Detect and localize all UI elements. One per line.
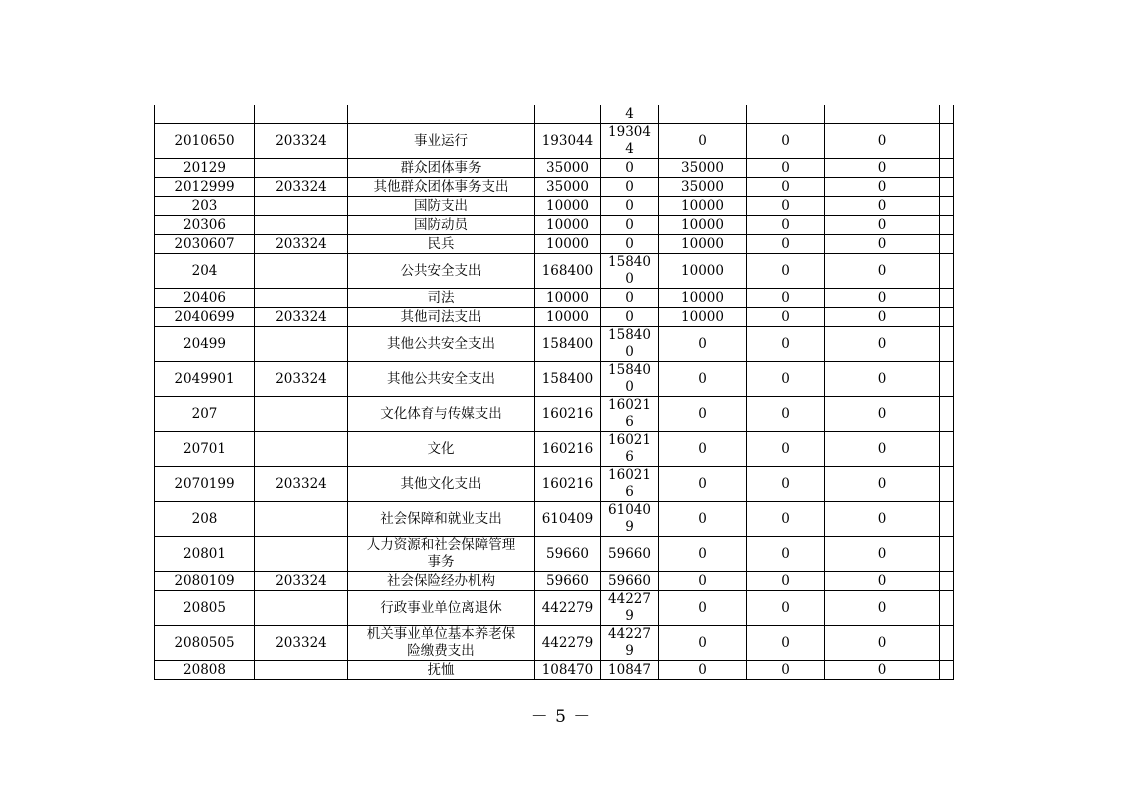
page-number: － 5 － [530, 707, 592, 727]
cell-total: 160216 [535, 467, 601, 502]
cell-col-8: 0 [825, 216, 940, 235]
cell-subject-name: 国防支出 [348, 197, 535, 216]
cell-basic-expense: 59660 [601, 537, 659, 572]
cell-dept-code: 203324 [255, 467, 348, 502]
cell-dept-code: 203324 [255, 626, 348, 661]
cell-basic-expense: 0 [601, 216, 659, 235]
cell-col-9 [940, 537, 954, 572]
cell-dept-code: 203324 [255, 178, 348, 197]
cell-dept-code [255, 197, 348, 216]
cell-col-9 [940, 362, 954, 397]
cell-subject-name: 社会保障和就业支出 [348, 502, 535, 537]
cell-project-expense [659, 105, 747, 124]
cell-col-8: 0 [825, 537, 940, 572]
cell-total: 59660 [535, 572, 601, 591]
cell-dept-code [255, 159, 348, 178]
cell-subject-name: 机关事业单位基本养老保 险缴费支出 [348, 626, 535, 661]
cell-total: 10000 [535, 308, 601, 327]
cell-col-8: 0 [825, 254, 940, 289]
cell-total [535, 105, 601, 124]
cell-col-8 [825, 105, 940, 124]
cell-subject-name: 事业运行 [348, 124, 535, 159]
cell-col-8: 0 [825, 502, 940, 537]
cell-project-expense: 10000 [659, 216, 747, 235]
cell-project-expense: 35000 [659, 159, 747, 178]
cell-dept-code [255, 661, 348, 680]
cell-col-7: 0 [747, 467, 825, 502]
cell-subject-name: 国防动员 [348, 216, 535, 235]
cell-col-8: 0 [825, 362, 940, 397]
cell-project-expense: 10000 [659, 197, 747, 216]
cell-subject-code: 204 [155, 254, 255, 289]
cell-dept-code [255, 105, 348, 124]
cell-project-expense: 0 [659, 572, 747, 591]
cell-col-9 [940, 626, 954, 661]
cell-dept-code: 203324 [255, 362, 348, 397]
cell-col-7: 0 [747, 216, 825, 235]
cell-col-8: 0 [825, 124, 940, 159]
cell-col-9 [940, 308, 954, 327]
cell-total: 160216 [535, 397, 601, 432]
table-row [155, 178, 954, 197]
cell-col-8: 0 [825, 308, 940, 327]
cell-total: 10000 [535, 197, 601, 216]
cell-col-7: 0 [747, 362, 825, 397]
cell-dept-code [255, 216, 348, 235]
cell-col-7: 0 [747, 197, 825, 216]
cell-col-8: 0 [825, 327, 940, 362]
cell-basic-expense: 0 [601, 289, 659, 308]
cell-subject-code: 20499 [155, 327, 255, 362]
cell-subject-name: 群众团体事务 [348, 159, 535, 178]
cell-col-8: 0 [825, 178, 940, 197]
cell-col-7: 0 [747, 308, 825, 327]
cell-total: 193044 [535, 124, 601, 159]
cell-basic-expense: 0 [601, 235, 659, 254]
cell-basic-expense: 15840 0 [601, 254, 659, 289]
cell-subject-code: 2040699 [155, 308, 255, 327]
cell-basic-expense: 15840 0 [601, 362, 659, 397]
cell-dept-code [255, 502, 348, 537]
cell-subject-name: 其他公共安全支出 [348, 362, 535, 397]
cell-subject-code [155, 105, 255, 124]
table-row [155, 432, 954, 467]
cell-subject-name: 行政事业单位离退休 [348, 591, 535, 626]
cell-subject-code: 20701 [155, 432, 255, 467]
cell-basic-expense: 0 [601, 197, 659, 216]
cell-col-8: 0 [825, 591, 940, 626]
table-row [155, 502, 954, 537]
cell-subject-name: 司法 [348, 289, 535, 308]
cell-project-expense: 0 [659, 626, 747, 661]
cell-project-expense: 0 [659, 362, 747, 397]
cell-project-expense: 0 [659, 502, 747, 537]
cell-total: 35000 [535, 159, 601, 178]
cell-project-expense: 0 [659, 432, 747, 467]
cell-dept-code: 203324 [255, 308, 348, 327]
table-row [155, 572, 954, 591]
cell-subject-code: 20808 [155, 661, 255, 680]
table-row [155, 467, 954, 502]
cell-project-expense: 0 [659, 397, 747, 432]
cell-basic-expense: 0 [601, 159, 659, 178]
cell-project-expense: 0 [659, 467, 747, 502]
cell-col-9 [940, 159, 954, 178]
table-row [155, 362, 954, 397]
cell-col-9 [940, 289, 954, 308]
cell-subject-code: 2080505 [155, 626, 255, 661]
cell-dept-code: 203324 [255, 124, 348, 159]
cell-col-9 [940, 216, 954, 235]
cell-project-expense: 35000 [659, 178, 747, 197]
budget-table [154, 105, 954, 680]
cell-dept-code [255, 537, 348, 572]
cell-col-8: 0 [825, 289, 940, 308]
cell-col-8: 0 [825, 159, 940, 178]
cell-dept-code [255, 397, 348, 432]
cell-subject-code: 20306 [155, 216, 255, 235]
table-row [155, 197, 954, 216]
cell-basic-expense: 16021 6 [601, 467, 659, 502]
cell-basic-expense: 19304 4 [601, 124, 659, 159]
table-row [155, 626, 954, 661]
table-row [155, 105, 954, 124]
cell-col-8: 0 [825, 467, 940, 502]
cell-basic-expense: 44227 9 [601, 626, 659, 661]
cell-total: 442279 [535, 626, 601, 661]
cell-project-expense: 0 [659, 327, 747, 362]
cell-subject-code: 2010650 [155, 124, 255, 159]
cell-dept-code [255, 432, 348, 467]
cell-total: 168400 [535, 254, 601, 289]
table-row [155, 235, 954, 254]
cell-col-9 [940, 327, 954, 362]
cell-dept-code [255, 289, 348, 308]
cell-subject-code: 2080109 [155, 572, 255, 591]
cell-col-7: 0 [747, 591, 825, 626]
cell-col-7: 0 [747, 626, 825, 661]
cell-dept-code: 203324 [255, 235, 348, 254]
cell-project-expense: 10000 [659, 289, 747, 308]
cell-col-9 [940, 661, 954, 680]
cell-col-7: 0 [747, 159, 825, 178]
cell-subject-name: 文化体育与传媒支出 [348, 397, 535, 432]
cell-col-9 [940, 432, 954, 467]
cell-basic-expense: 4 [601, 105, 659, 124]
cell-subject-name: 人力资源和社会保障管理 事务 [348, 537, 535, 572]
table-row [155, 289, 954, 308]
cell-dept-code [255, 591, 348, 626]
table-row [155, 254, 954, 289]
cell-basic-expense: 0 [601, 308, 659, 327]
cell-total: 158400 [535, 327, 601, 362]
cell-dept-code [255, 254, 348, 289]
cell-col-7: 0 [747, 397, 825, 432]
cell-col-8: 0 [825, 626, 940, 661]
cell-col-7: 0 [747, 235, 825, 254]
cell-total: 108470 [535, 661, 601, 680]
cell-col-8: 0 [825, 197, 940, 216]
cell-subject-code: 20805 [155, 591, 255, 626]
cell-col-7: 0 [747, 289, 825, 308]
cell-basic-expense: 59660 [601, 572, 659, 591]
cell-subject-code: 207 [155, 397, 255, 432]
cell-col-9 [940, 254, 954, 289]
cell-col-8: 0 [825, 661, 940, 680]
cell-dept-code [255, 327, 348, 362]
cell-project-expense: 10000 [659, 235, 747, 254]
cell-subject-code: 208 [155, 502, 255, 537]
cell-col-9 [940, 591, 954, 626]
cell-subject-code: 2030607 [155, 235, 255, 254]
cell-col-8: 0 [825, 572, 940, 591]
cell-basic-expense: 44227 9 [601, 591, 659, 626]
table-row [155, 159, 954, 178]
cell-col-9 [940, 124, 954, 159]
cell-total: 610409 [535, 502, 601, 537]
cell-col-7: 0 [747, 661, 825, 680]
cell-col-8: 0 [825, 235, 940, 254]
cell-col-7: 0 [747, 502, 825, 537]
cell-col-9 [940, 502, 954, 537]
cell-project-expense: 0 [659, 591, 747, 626]
table-row [155, 216, 954, 235]
cell-basic-expense: 15840 0 [601, 327, 659, 362]
cell-total: 442279 [535, 591, 601, 626]
cell-col-9 [940, 178, 954, 197]
cell-col-7: 0 [747, 537, 825, 572]
cell-basic-expense: 0 [601, 178, 659, 197]
cell-subject-name: 其他司法支出 [348, 308, 535, 327]
cell-subject-name: 民兵 [348, 235, 535, 254]
table-row [155, 397, 954, 432]
cell-subject-name: 其他公共安全支出 [348, 327, 535, 362]
cell-col-7: 0 [747, 254, 825, 289]
cell-total: 158400 [535, 362, 601, 397]
cell-subject-code: 2049901 [155, 362, 255, 397]
cell-total: 10000 [535, 289, 601, 308]
cell-col-8: 0 [825, 397, 940, 432]
cell-subject-name: 其他文化支出 [348, 467, 535, 502]
cell-total: 10000 [535, 235, 601, 254]
cell-subject-code: 20129 [155, 159, 255, 178]
cell-col-7: 0 [747, 327, 825, 362]
table-row [155, 591, 954, 626]
cell-total: 59660 [535, 537, 601, 572]
cell-basic-expense: 16021 6 [601, 432, 659, 467]
cell-subject-code: 203 [155, 197, 255, 216]
cell-total: 35000 [535, 178, 601, 197]
cell-col-9 [940, 197, 954, 216]
cell-project-expense: 10000 [659, 308, 747, 327]
table-row [155, 308, 954, 327]
cell-basic-expense: 61040 9 [601, 502, 659, 537]
cell-col-7: 0 [747, 432, 825, 467]
cell-subject-name: 其他群众团体事务支出 [348, 178, 535, 197]
cell-subject-name: 公共安全支出 [348, 254, 535, 289]
cell-project-expense: 10000 [659, 254, 747, 289]
table-row [155, 327, 954, 362]
cell-project-expense: 0 [659, 124, 747, 159]
cell-basic-expense: 16021 6 [601, 397, 659, 432]
cell-total: 160216 [535, 432, 601, 467]
cell-col-7: 0 [747, 178, 825, 197]
cell-col-8: 0 [825, 432, 940, 467]
cell-col-7: 0 [747, 572, 825, 591]
cell-col-9 [940, 467, 954, 502]
cell-subject-code: 2070199 [155, 467, 255, 502]
cell-subject-name: 抚恤 [348, 661, 535, 680]
cell-subject-name [348, 105, 535, 124]
cell-col-9 [940, 397, 954, 432]
cell-col-7 [747, 105, 825, 124]
table-row [155, 661, 954, 680]
cell-subject-code: 20801 [155, 537, 255, 572]
cell-total: 10000 [535, 216, 601, 235]
cell-subject-name: 社会保险经办机构 [348, 572, 535, 591]
cell-project-expense: 0 [659, 537, 747, 572]
cell-col-9 [940, 235, 954, 254]
cell-col-9 [940, 105, 954, 124]
table-row [155, 537, 954, 572]
cell-subject-code: 2012999 [155, 178, 255, 197]
cell-project-expense: 0 [659, 661, 747, 680]
cell-subject-name: 文化 [348, 432, 535, 467]
table-row [155, 124, 954, 159]
cell-subject-code: 20406 [155, 289, 255, 308]
cell-col-7: 0 [747, 124, 825, 159]
cell-col-9 [940, 572, 954, 591]
cell-dept-code: 203324 [255, 572, 348, 591]
cell-basic-expense: 10847 [601, 661, 659, 680]
